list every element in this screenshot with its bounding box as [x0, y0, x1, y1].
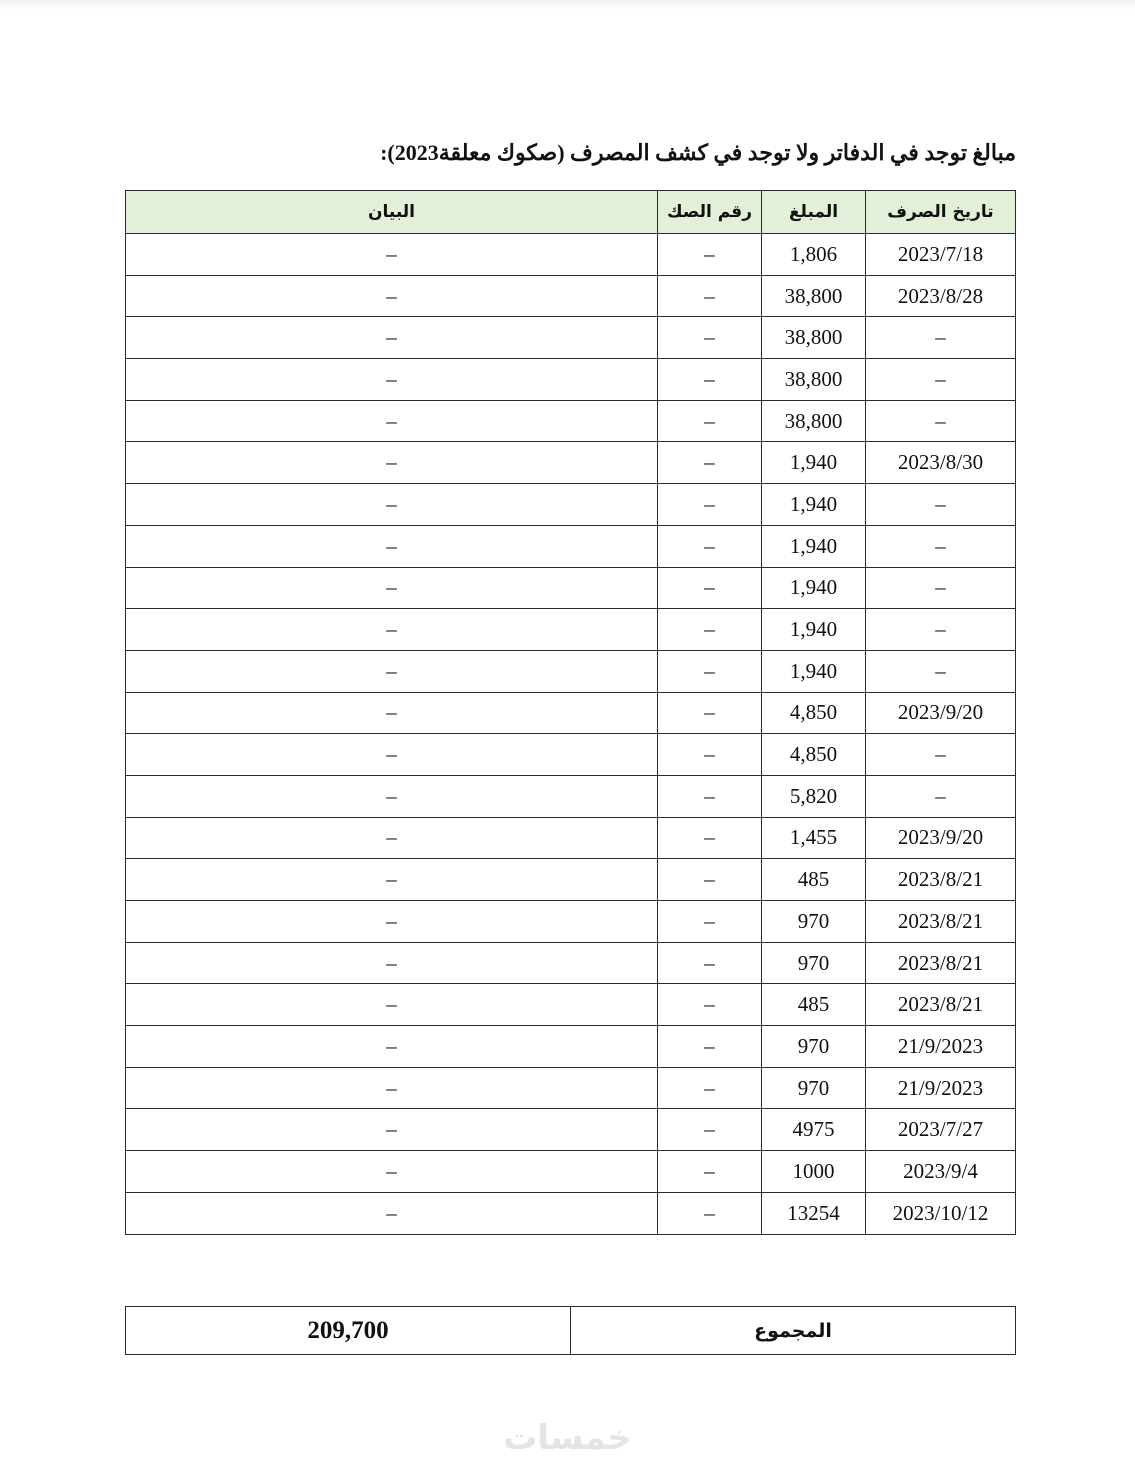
table-row [126, 234, 1016, 276]
watermark-logo: خمسات [503, 1418, 632, 1458]
cell-amount: 485 [762, 859, 866, 901]
cell-cheque-number: – [658, 817, 762, 859]
cell-amount: 1,940 [762, 567, 866, 609]
table-row [126, 650, 1016, 692]
table-body [126, 234, 1016, 1235]
cell-cheque-number: – [658, 734, 762, 776]
cell-description: – [126, 442, 658, 484]
cell-cheque-number: – [658, 650, 762, 692]
cell-date: – [866, 484, 1016, 526]
table-row [126, 984, 1016, 1026]
table-row [126, 359, 1016, 401]
table-row [126, 275, 1016, 317]
header-amount: المبلغ [762, 191, 866, 234]
cell-date: 2023/8/21 [866, 859, 1016, 901]
table-row [126, 484, 1016, 526]
cell-amount: 4975 [762, 1109, 866, 1151]
total-row [126, 1307, 1016, 1355]
cell-description: – [126, 1109, 658, 1151]
cell-amount: 970 [762, 901, 866, 943]
cell-amount: 970 [762, 1026, 866, 1068]
cell-cheque-number: – [658, 609, 762, 651]
cell-description: – [126, 942, 658, 984]
cell-amount: 970 [762, 942, 866, 984]
cell-amount: 38,800 [762, 359, 866, 401]
cell-cheque-number: – [658, 901, 762, 943]
top-edge [0, 0, 1135, 10]
cell-date: – [866, 525, 1016, 567]
cell-description: – [126, 1067, 658, 1109]
table-row [126, 442, 1016, 484]
cell-cheque-number: – [658, 942, 762, 984]
cell-date: 2023/10/12 [866, 1192, 1016, 1234]
total-table [125, 1306, 1016, 1355]
table-row [126, 942, 1016, 984]
cell-amount: 1,940 [762, 650, 866, 692]
cell-description: – [126, 1151, 658, 1193]
cell-amount: 38,800 [762, 317, 866, 359]
cell-date: – [866, 650, 1016, 692]
table-row [126, 734, 1016, 776]
cell-description: – [126, 317, 658, 359]
cell-description: – [126, 359, 658, 401]
table-row [126, 400, 1016, 442]
table-header-row [126, 191, 1016, 234]
cell-cheque-number: – [658, 1067, 762, 1109]
cell-date: 2023/9/4 [866, 1151, 1016, 1193]
cell-amount: 485 [762, 984, 866, 1026]
cell-description: – [126, 1192, 658, 1234]
cell-description: – [126, 1026, 658, 1068]
cell-cheque-number: – [658, 1192, 762, 1234]
cell-amount: 1,806 [762, 234, 866, 276]
cell-amount: 1,940 [762, 525, 866, 567]
cell-description: – [126, 609, 658, 651]
page-title: مبالغ توجد في الدفاتر ولا توجد في كشف المصرف (صكوك معلقة2023): [380, 140, 1016, 165]
cell-amount: 38,800 [762, 400, 866, 442]
cell-amount: 970 [762, 1067, 866, 1109]
table-row [126, 1192, 1016, 1234]
cell-date: – [866, 400, 1016, 442]
cell-description: – [126, 567, 658, 609]
cell-cheque-number: – [658, 984, 762, 1026]
cell-date: 2023/8/21 [866, 901, 1016, 943]
header-date: تاريخ الصرف [866, 191, 1016, 234]
cell-amount: 5,820 [762, 775, 866, 817]
cell-cheque-number: – [658, 442, 762, 484]
cell-cheque-number: – [658, 234, 762, 276]
cell-description: – [126, 400, 658, 442]
cell-date: 2023/9/20 [866, 692, 1016, 734]
cell-description: – [126, 692, 658, 734]
cell-date: – [866, 317, 1016, 359]
cell-description: – [126, 984, 658, 1026]
cell-cheque-number: – [658, 1109, 762, 1151]
cell-date: 2023/9/20 [866, 817, 1016, 859]
cell-description: – [126, 234, 658, 276]
cell-cheque-number: – [658, 775, 762, 817]
cell-date: 2023/8/30 [866, 442, 1016, 484]
table-row [126, 609, 1016, 651]
table-row [126, 1151, 1016, 1193]
cell-amount: 1,940 [762, 609, 866, 651]
cell-date: 21/9/2023 [866, 1067, 1016, 1109]
cell-cheque-number: – [658, 692, 762, 734]
cell-date: – [866, 567, 1016, 609]
cell-description: – [126, 734, 658, 776]
total-value: 209,700 [126, 1307, 571, 1355]
header-description: البيان [126, 191, 658, 234]
cell-cheque-number: – [658, 359, 762, 401]
cell-amount: 38,800 [762, 275, 866, 317]
table-row [126, 817, 1016, 859]
cell-description: – [126, 650, 658, 692]
cell-date: – [866, 734, 1016, 776]
table-row [126, 859, 1016, 901]
cell-cheque-number: – [658, 317, 762, 359]
cell-cheque-number: – [658, 1026, 762, 1068]
cell-description: – [126, 775, 658, 817]
table-row [126, 1109, 1016, 1151]
table-row [126, 525, 1016, 567]
cell-description: – [126, 275, 658, 317]
table-row [126, 1026, 1016, 1068]
cell-date: 2023/7/27 [866, 1109, 1016, 1151]
cell-date: – [866, 359, 1016, 401]
cell-cheque-number: – [658, 859, 762, 901]
cell-amount: 13254 [762, 1192, 866, 1234]
cell-cheque-number: – [658, 400, 762, 442]
cell-cheque-number: – [658, 1151, 762, 1193]
header-cheque-number: رقم الصك [658, 191, 762, 234]
cell-date: 2023/8/21 [866, 984, 1016, 1026]
cell-cheque-number: – [658, 525, 762, 567]
cell-date: – [866, 775, 1016, 817]
table-row [126, 567, 1016, 609]
cell-date: 2023/8/28 [866, 275, 1016, 317]
cell-date: – [866, 609, 1016, 651]
cell-date: 2023/8/21 [866, 942, 1016, 984]
cell-date: 2023/7/18 [866, 234, 1016, 276]
cell-amount: 1000 [762, 1151, 866, 1193]
cell-description: – [126, 817, 658, 859]
cell-description: – [126, 859, 658, 901]
cell-cheque-number: – [658, 567, 762, 609]
cell-description: – [126, 484, 658, 526]
cell-amount: 1,455 [762, 817, 866, 859]
cell-amount: 4,850 [762, 734, 866, 776]
cell-cheque-number: – [658, 275, 762, 317]
cell-amount: 1,940 [762, 442, 866, 484]
cell-cheque-number: – [658, 484, 762, 526]
cell-amount: 1,940 [762, 484, 866, 526]
total-label: المجموع [571, 1307, 1016, 1355]
table-row [126, 775, 1016, 817]
cell-description: – [126, 901, 658, 943]
uncleared-cheques-table [125, 190, 1016, 1235]
cell-amount: 4,850 [762, 692, 866, 734]
table-row [126, 317, 1016, 359]
table-row [126, 901, 1016, 943]
cell-date: 21/9/2023 [866, 1026, 1016, 1068]
table-row [126, 692, 1016, 734]
cell-description: – [126, 525, 658, 567]
table-row [126, 1067, 1016, 1109]
